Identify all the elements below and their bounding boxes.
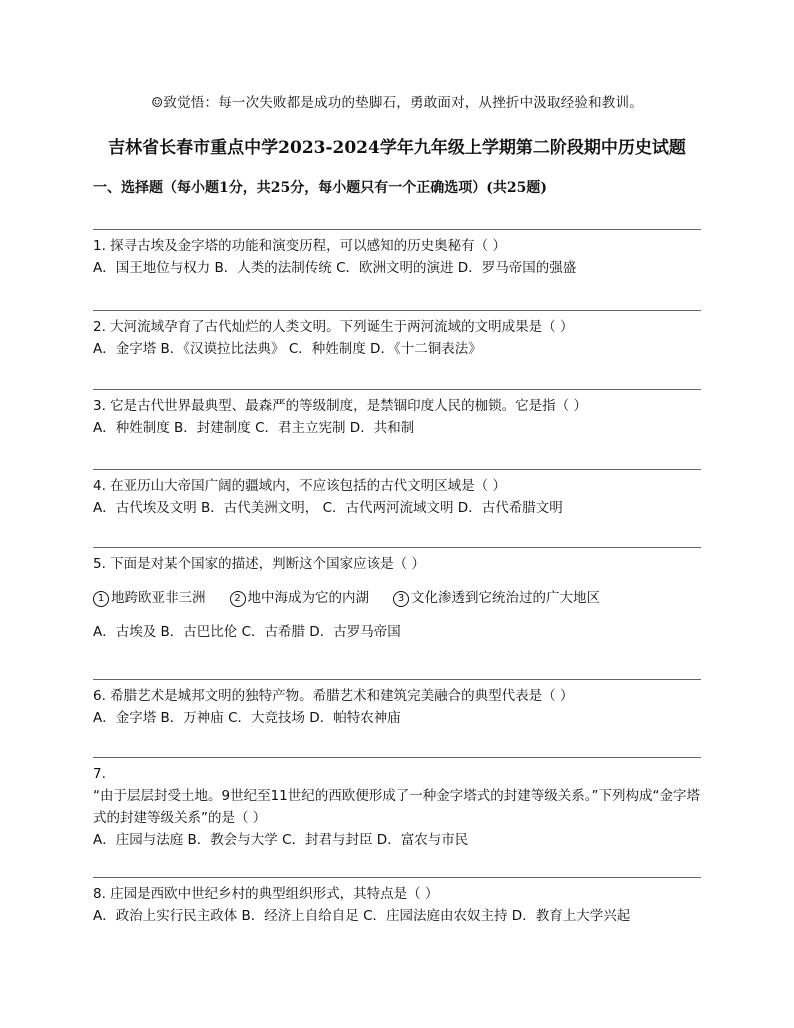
question-5: [93, 547, 701, 643]
question-divider: [93, 229, 701, 230]
question-stem: “由于层层封受土地。9世纪至11世纪的西欧便形成了一种金字塔式的封建等级关系。”下列构成“金字塔式的封建等级关系”的是（ ）: [93, 788, 700, 826]
question-4: [93, 469, 701, 519]
question-options: A．金字塔 B．《汉谟拉比法典》 C．种姓制度 D．《十二铜表法》: [93, 341, 482, 357]
question-stem: 6. 希腊艺术是城邦文明的独特产物。希腊艺术和建筑完美融合的典型代表是（ ）: [93, 688, 574, 704]
question-divider: [93, 310, 701, 311]
question-divider: [93, 389, 701, 390]
circled-number: 3: [393, 591, 409, 607]
question-3: [93, 389, 701, 439]
question-options: A．庄园与法庭 B．教会与大学 C．封君与封臣 D．富农与市民: [93, 832, 469, 848]
question-divider: [93, 877, 701, 878]
question-options: A．古代埃及文明 B．古代美洲文明， C．古代两河流域文明 D．古代希腊文明: [93, 500, 563, 516]
exam-title: 吉林省长春市重点中学2023-2024学年九年级上学期第二阶段期中历史试题: [108, 138, 686, 158]
question-6: [93, 679, 701, 729]
question-options: A．政治上实行民主政体 B．经济上自给自足 C．庄园法庭由农奴主持 D．教育上大学兴起: [93, 908, 631, 924]
question-7: [93, 757, 701, 851]
question-options: A．金字塔 B．万神庙 C．大竞技场 D．帕特农神庙: [93, 710, 401, 726]
question-stem: 5. 下面是对某个国家的描述，判断这个国家应该是（ ）: [93, 556, 425, 572]
motto-line: ☺致觉悟：每一次失败都是成功的垫脚石，勇敢面对，从挫折中汲取经验和教训。: [151, 95, 643, 111]
question-options: A．古埃及 B．古巴比伦 C．古希腊 D．古罗马帝国: [93, 624, 401, 640]
question-options: A．种姓制度 B．封建制度 C．君主立宪制 D．共和制: [93, 420, 415, 436]
question-8: [93, 877, 701, 927]
question-stem: 8. 庄园是西欧中世纪乡村的典型组织形式，其特点是（ ）: [93, 886, 439, 902]
question-statements: [93, 587, 701, 609]
question-divider: [93, 757, 701, 758]
question-stem: 2. 大河流域孕育了古代灿烂的人类文明。下列诞生于两河流域的文明成果是（ ）: [93, 319, 574, 335]
statement-item: 2 地中海成为它的内湖: [230, 587, 370, 609]
statement-item: 1 地跨欧亚非三洲: [93, 587, 206, 609]
section-heading: 一、选择题（每小题1分，共25分，每小题只有一个正确选项）(共25题): [93, 180, 547, 196]
question-number: 7.: [93, 766, 106, 782]
circled-number: 2: [230, 591, 246, 607]
question-1: [93, 229, 701, 279]
question-divider: [93, 547, 701, 548]
circled-number: 1: [93, 591, 109, 607]
statement-item: 3 文化渗透到它统治过的广大地区: [393, 587, 600, 609]
question-stem: 4. 在亚历山大帝国广阔的疆域内，不应该包括的古代文明区域是（ ）: [93, 478, 506, 494]
question-divider: [93, 469, 701, 470]
question-2: [93, 310, 701, 360]
question-stem: 3. 它是古代世界最典型、最森严的等级制度，是禁锢印度人民的枷锁。它是指（ ）: [93, 398, 587, 414]
question-divider: [93, 679, 701, 680]
question-options: A．国王地位与权力 B．人类的法制传统 C．欧洲文明的演进 D．罗马帝国的强盛: [93, 260, 577, 276]
question-stem: 1. 探寻古埃及金字塔的功能和演变历程，可以感知的历史奥秘有（ ）: [93, 238, 506, 254]
